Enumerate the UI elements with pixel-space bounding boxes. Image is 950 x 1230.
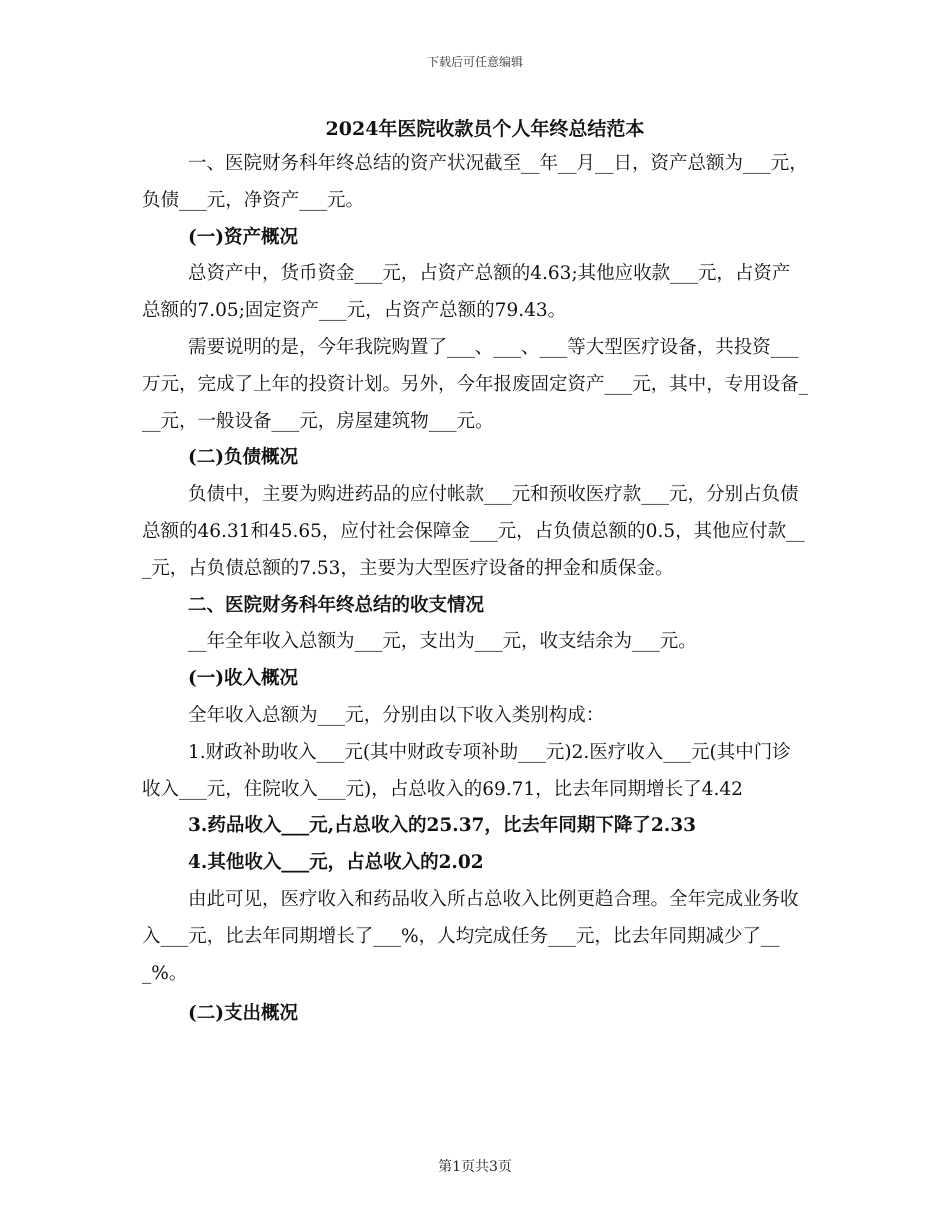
section-heading: 二、医院财务科年终总结的收支情况	[188, 594, 485, 616]
section-heading: (二)负债概况	[188, 447, 299, 469]
bold-paragraph: 3.药品收入___元,占总收入的25.37，比去年同期下降了2.33	[188, 815, 696, 837]
paragraph: 总资产中，货币资金___元，占资产总额的4.63;其他应收款___元，占资产总额的7.05;固定资产___元，占资产总额的79.43。	[142, 263, 791, 322]
paragraph: 需要说明的是，今年我院购置了___、___、___等大型医疗设备，共投资___万元，完成了上年的投资计划。另外，今年报废固定资产___元，其中，专用设备___元，一般设备___元，房屋建筑物___元。	[142, 336, 809, 432]
paragraph: 负债中，主要为购进药品的应付帐款___元和预收医疗款___元，分别占负债总额的46.31和45.65，应付社会保障金___元，占负债总额的0.5，其他应付款___元，占负债总额的7.53，主要为大型医疗设备的押金和质保金。	[142, 484, 805, 579]
paragraph: 1.财政补助收入___元(其中财政专项补助___元)2.医疗收入___元(其中门诊收入___元，住院收入___元)，占总收入的69.71，比去年同期增长了4.42	[142, 741, 791, 800]
paragraph: 由此可见，医疗收入和药品收入所占总收入比例更趋合理。全年完成业务收入___元，比去年同期增长了___%，人均完成任务___元，比去年同期减少了___%。	[142, 888, 799, 984]
page-header: 下载后可任意编辑	[426, 55, 523, 69]
document-body	[142, 112, 808, 1033]
section-heading: (一)资产概况	[188, 226, 299, 248]
section-heading: (一)收入概况	[188, 668, 299, 690]
paragraph: 全年收入总额为___元，分别由以下收入类别构成：	[188, 704, 605, 726]
paragraph: __年全年收入总额为___元，支出为___元，收支结余为___元。	[188, 631, 697, 653]
paragraph: 一、医院财务科年终总结的资产状况截至__年__月__日，资产总额为___元，负债___元，净资产___元。	[142, 153, 808, 211]
document-title: 2024年医院收款员个人年终总结范本	[325, 118, 645, 140]
bold-paragraph: 4.其他收入___元，占总收入的2.02	[188, 852, 484, 874]
page-footer: 第1页共3页	[438, 1159, 512, 1175]
section-heading: (二)支出概况	[188, 1003, 299, 1025]
